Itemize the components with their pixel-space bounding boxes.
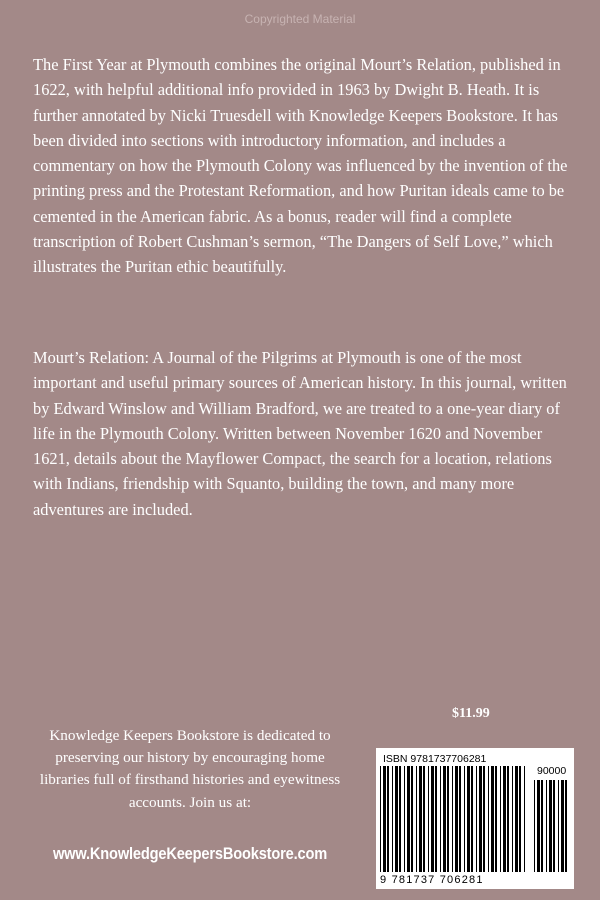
isbn-digits: 9 781737 706281	[380, 874, 484, 886]
barcode-addon-number: 90000	[537, 765, 567, 777]
isbn-barcode	[376, 748, 574, 889]
barcode-bars	[380, 766, 528, 872]
publisher-tagline: Knowledge Keepers Bookstore is dedicated to preserving our history by encouraging home libraries full of firsthand histories and eyewitness accounts. Join us at:	[39, 727, 341, 811]
isbn-label: ISBN 9781737706281	[383, 753, 487, 765]
watermark: Copyrighted Material	[244, 12, 356, 26]
description-paragraph-2: Mourt’s Relation: A Journal of the Pilgrims at Plymouth is one of the most important and useful primary sources of American history. In this journal, written by Edward Winslow and William Bradford, we are treated to a one-year diary of life in the Plymouth Colony. Written between November 1620 and November 1621, details about the Mayflower Compact, the search for a location, relations with Indians, friendship with Squanto, building the town, and many more adventures are included.	[33, 348, 567, 519]
price: $11.99	[452, 706, 490, 721]
barcode-addon-bars	[534, 780, 570, 872]
publisher-website: www.KnowledgeKeepersBookstore.com	[52, 844, 328, 863]
description-paragraph-1: The First Year at Plymouth combines the original Mourt’s Relation, published in 1622, with helpful additional info provided in 1963 by Dwight B. Heath. It is further annotated by Nicki Truesdell with Knowledge Keepers Bookstore. It has been divided into sections with introductory information, and includes a commentary on how the Plymouth Colony was influenced by the invention of the printing press and the Protestant Reformation, and how Puritan ideals came to be cemented in the American fabric. As a bonus, reader will find a complete transcription of Robert Cushman’s sermon, “The Dangers of Self Love,” which illustrates the Puritan ethic beautifully.	[33, 55, 568, 277]
